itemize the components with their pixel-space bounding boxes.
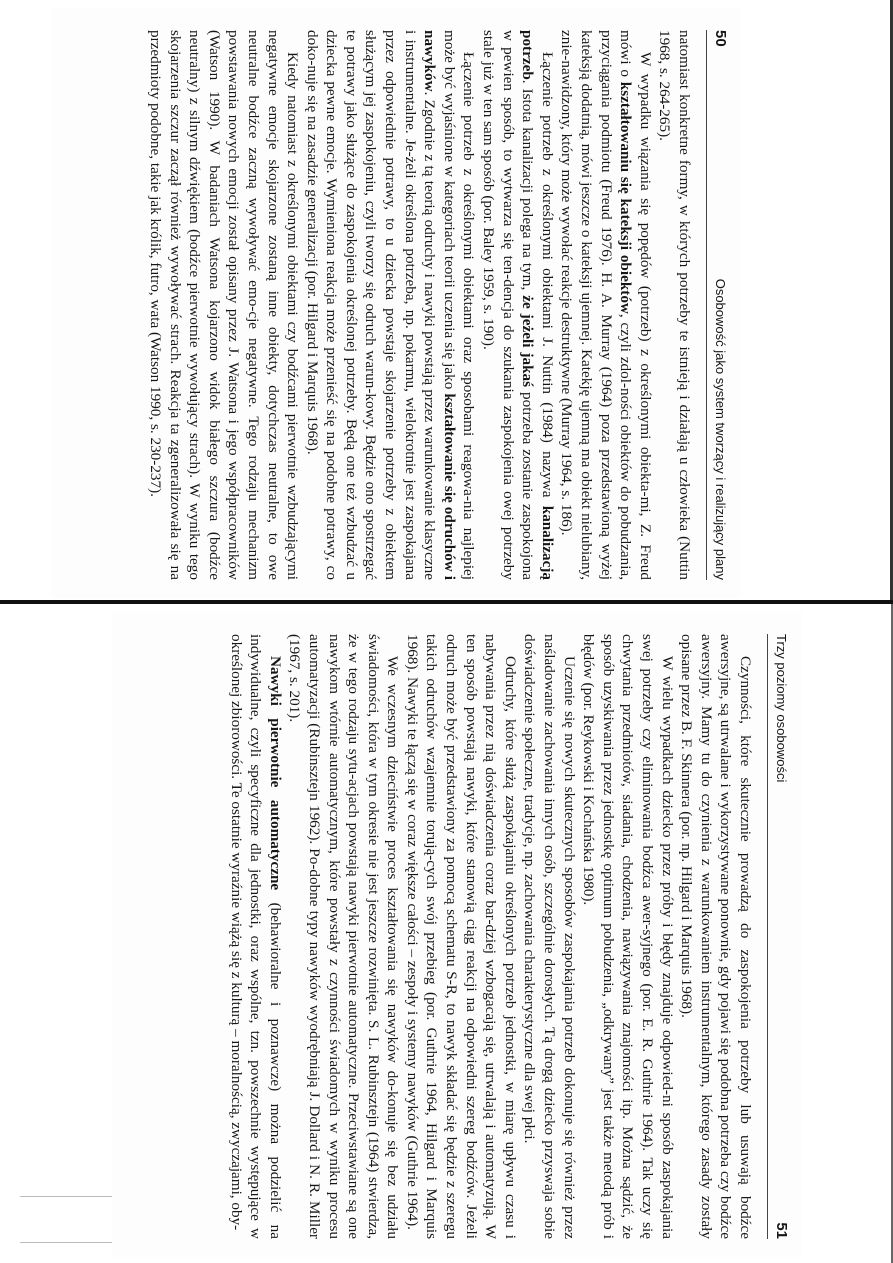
- paragraph: [557, 30, 655, 580]
- text-run: We wczesnym dzieciństwie proces kształtowania się nawyków do-konuje się bez udziału świadomości, która w tym okresie nie jest jeszcze rozwinięta. S. L. Rubinsztejn (1964) stwierdza, że w tego rodzaju sytu-acjach powstają nawyki pierwotnie automatyczne. Przeciwstawiane są one nawykom wtórnie automatycznym, które powstały z czynności świadomych w wyniku procesu automatyzacji (Rubinsztejn 1962). Po-dobne typy nawyków wyodrębniają J. Dollard i N. R. Miller (1967, s. 201).: [286, 634, 402, 1239]
- paragraph: [226, 634, 285, 1239]
- page-left: [51, 8, 741, 598]
- paragraph: [520, 634, 579, 1239]
- running-head: [706, 30, 731, 580]
- bold-term: kanalizacją potrzeb: [519, 30, 556, 580]
- text-run: W wielu wypadkach dziecko przez próby i błędy znajduje odpowied-ni sposób zaspokajania swej potrzeby czy eliminowania bodźca awer-syjnego (por. E. R. Guthrie 1964). Tak uczy się chwytania przedmiotów, siadania, chodzenia, nawiązywania znajomości itp. Można sądzić, że sposób uzyskiwania przez jednostkę optimum pobudzenia, „odkrywany” jest także metodą prób i błędów (por. Reykowski i Kochańska 1980).: [580, 634, 676, 1239]
- paragraph: [302, 30, 478, 580]
- paragraph: [145, 30, 302, 580]
- running-head: [767, 634, 792, 1239]
- bold-term: kształtowaniu się kateksji obiektów: [617, 81, 635, 314]
- paragraph: [579, 634, 677, 1239]
- text-run: (behawioralne i poznawcze) można podzielić na indywidualne, czyli specyficzne dla jednostki, oraz wspólne, tzn. powszechnie występujące w określonej zbiorowości. Te ostatnie wyraźnie wiążą się z kulturą – moralnością, zwyczajami, oby-: [227, 634, 284, 1239]
- paragraph: [677, 634, 755, 1239]
- text-run: Czynności, które skutecznie prowadzą do zaspokojenia potrzeby lub usuwają bodźce awersyjne, są utrwalane i wykorzystywane ponownie, gdy pojawi się podobna potrzeba czy bodźce awersyjny. Mamy tu do czynienia z warunkowaniem instrumentalnym, którego zasady zostały opisane przez B. F. Skinnera (por. np. Hilgard i Marquis 1968).: [678, 634, 754, 1239]
- bold-term: kształtowanie się odruchów i nawyków: [421, 30, 458, 580]
- page-right: [112, 612, 802, 1257]
- text-run: Odruchy, które służą zaspokajaniu określonych potrzeb jednostki, w miarę upływu czasu i nabywania przez nią doświadczenia coraz bar-dziej wzbogacają się, utrwalają i automatyzują. W ten sposób powstają nawyki, które stanowią ciąg reakcji na odpowiedni szereg bodźców. Jeżeli odruch może być przedstawiony za pomocą schematu S-R, to nawyk składać się będzie z szeregu takich odruchów wzajemnie torują-cych swój przebieg (por. Guthrie 1964, Hilgard i Marquis 1968). Nawyki te łączą się w coraz większe całości – zespoły i systemy nawyków (Guthrie 1964).: [403, 634, 519, 1239]
- bold-term: Nawyki pierwotnie automatyczne: [266, 656, 284, 891]
- paragraph: [402, 634, 520, 1239]
- text-run: potrzeba zostanie zaspokojona w pewien sposób, to wytwarza się ten-dencja do szukania zaspokojenia owej potrzeby stale już w ten sam sposób (por. Baley 1959, s. 190).: [480, 30, 537, 580]
- text-run: . Zgodnie z tą teorią odruchy i nawyki powstają przez warunkowanie klasyczne i instrumentalne. Je-żeli określona potrzeba, np. pokarmu, wielokrotnie jest zaspokajana przez odpowiednie potrawy, to u dziecka powstaje skojarzenie potrzeby z obiektem służącym jej zaspokojeniu, czyli tworzy się odruch warun-kowy. Będzie ono spostrzegać te potrawy jako służące do zaspokojenia określonej potrzeby. Będą one też wzbudzać u dziecka pewne emocje. Wymieniona reakcja może przenieść się na podobne potrawy, co doko-nuje się na zasadzie generalizacji (por. Hilgard i Marquis 1968).: [303, 30, 439, 580]
- text-run: , czyli zdol-ności obiektów do pobudzania, przyciągania podmiotu (Freud 1976). H. A. Murray (1964) poza przedstawioną wyżej kateksją dodatnią, mówi jeszcze o kateksji ujemnej. Katekję ujemną ma obiekt nielubiany, znie-nawidzony, który może wywołać reakcje destruktywne (Murray 1964, s. 186).: [558, 30, 635, 580]
- text-run: W wypadku wiązania się popędów (potrzeb) z określonymi obiekta-mi, Z. Freud mówi o: [617, 30, 654, 580]
- text-run: Łączenie potrzeb z określonymi obiektami oraz sposobami reagowa-nia najlepiej może być wyjaśnione w kategoriach teorii uczenia się jako: [440, 30, 478, 580]
- bold-term: że jeżeli jakaś: [519, 295, 537, 388]
- text-run: natomiast konkretne formy, w których potrzeby te istnieją i działają u człowieka (Nuttin 1968, s. 264-265).: [656, 30, 693, 580]
- text-run: . Istota kanalizacji polega na tym,: [519, 79, 537, 296]
- running-head-title: Trzy poziomy osobowości: [774, 634, 789, 783]
- text-run: Kiedy natomiast z określonymi obiektami czy bodźcami pierwotnie wzbudzającymi negatywne emocje skojarzone zostaną inne obiekty, dotychczas neutralne, to owe neutralne bodźce zaczną wywoływać emo-cje negatywne. Tego rodzaju mechanizm powstawania nowych emocji został opisany przez J. Watsona i jego współpracowników (Watson 1990). W badaniach Watsona kojarzono widok białego szczura (bodźce neutralny) z silnym dźwiękiem (bodźce pierwotnie wywołujący strach). W wyniku tego skojarzenia szczur zaczął również wywoływać strach. Reakcja ta zgeneralizowała się na przedmioty podobne, takie jak królik, futro, wata (Watson 1990, s. 230-237).: [146, 30, 302, 580]
- page-number: 50: [712, 30, 729, 47]
- running-head-title: Osobowość jako system tworzący i realizujący plany: [713, 278, 728, 580]
- page-body: [145, 30, 694, 580]
- paragraph: [655, 30, 694, 580]
- paragraph: [285, 634, 403, 1239]
- page-number: 51: [773, 1222, 790, 1239]
- page-body: [226, 634, 755, 1239]
- page-fold-line: [0, 600, 893, 604]
- text-run: Uczenie się nowych skutecznych sposobów zaspokajania potrzeb dokonuje się również przez naśladowanie zachowania innych osób, szczególnie dorosłych. Tą drogą dziecko przyswaja sobie doświadczenie społeczne, tradycje, np. zachowania charakterystyczne dla swej płci.: [521, 634, 578, 1239]
- text-run: Łączenie potrzeb z określonymi obiektami J. Nuttin (1984) nazywa: [538, 52, 556, 506]
- paragraph: [478, 30, 556, 580]
